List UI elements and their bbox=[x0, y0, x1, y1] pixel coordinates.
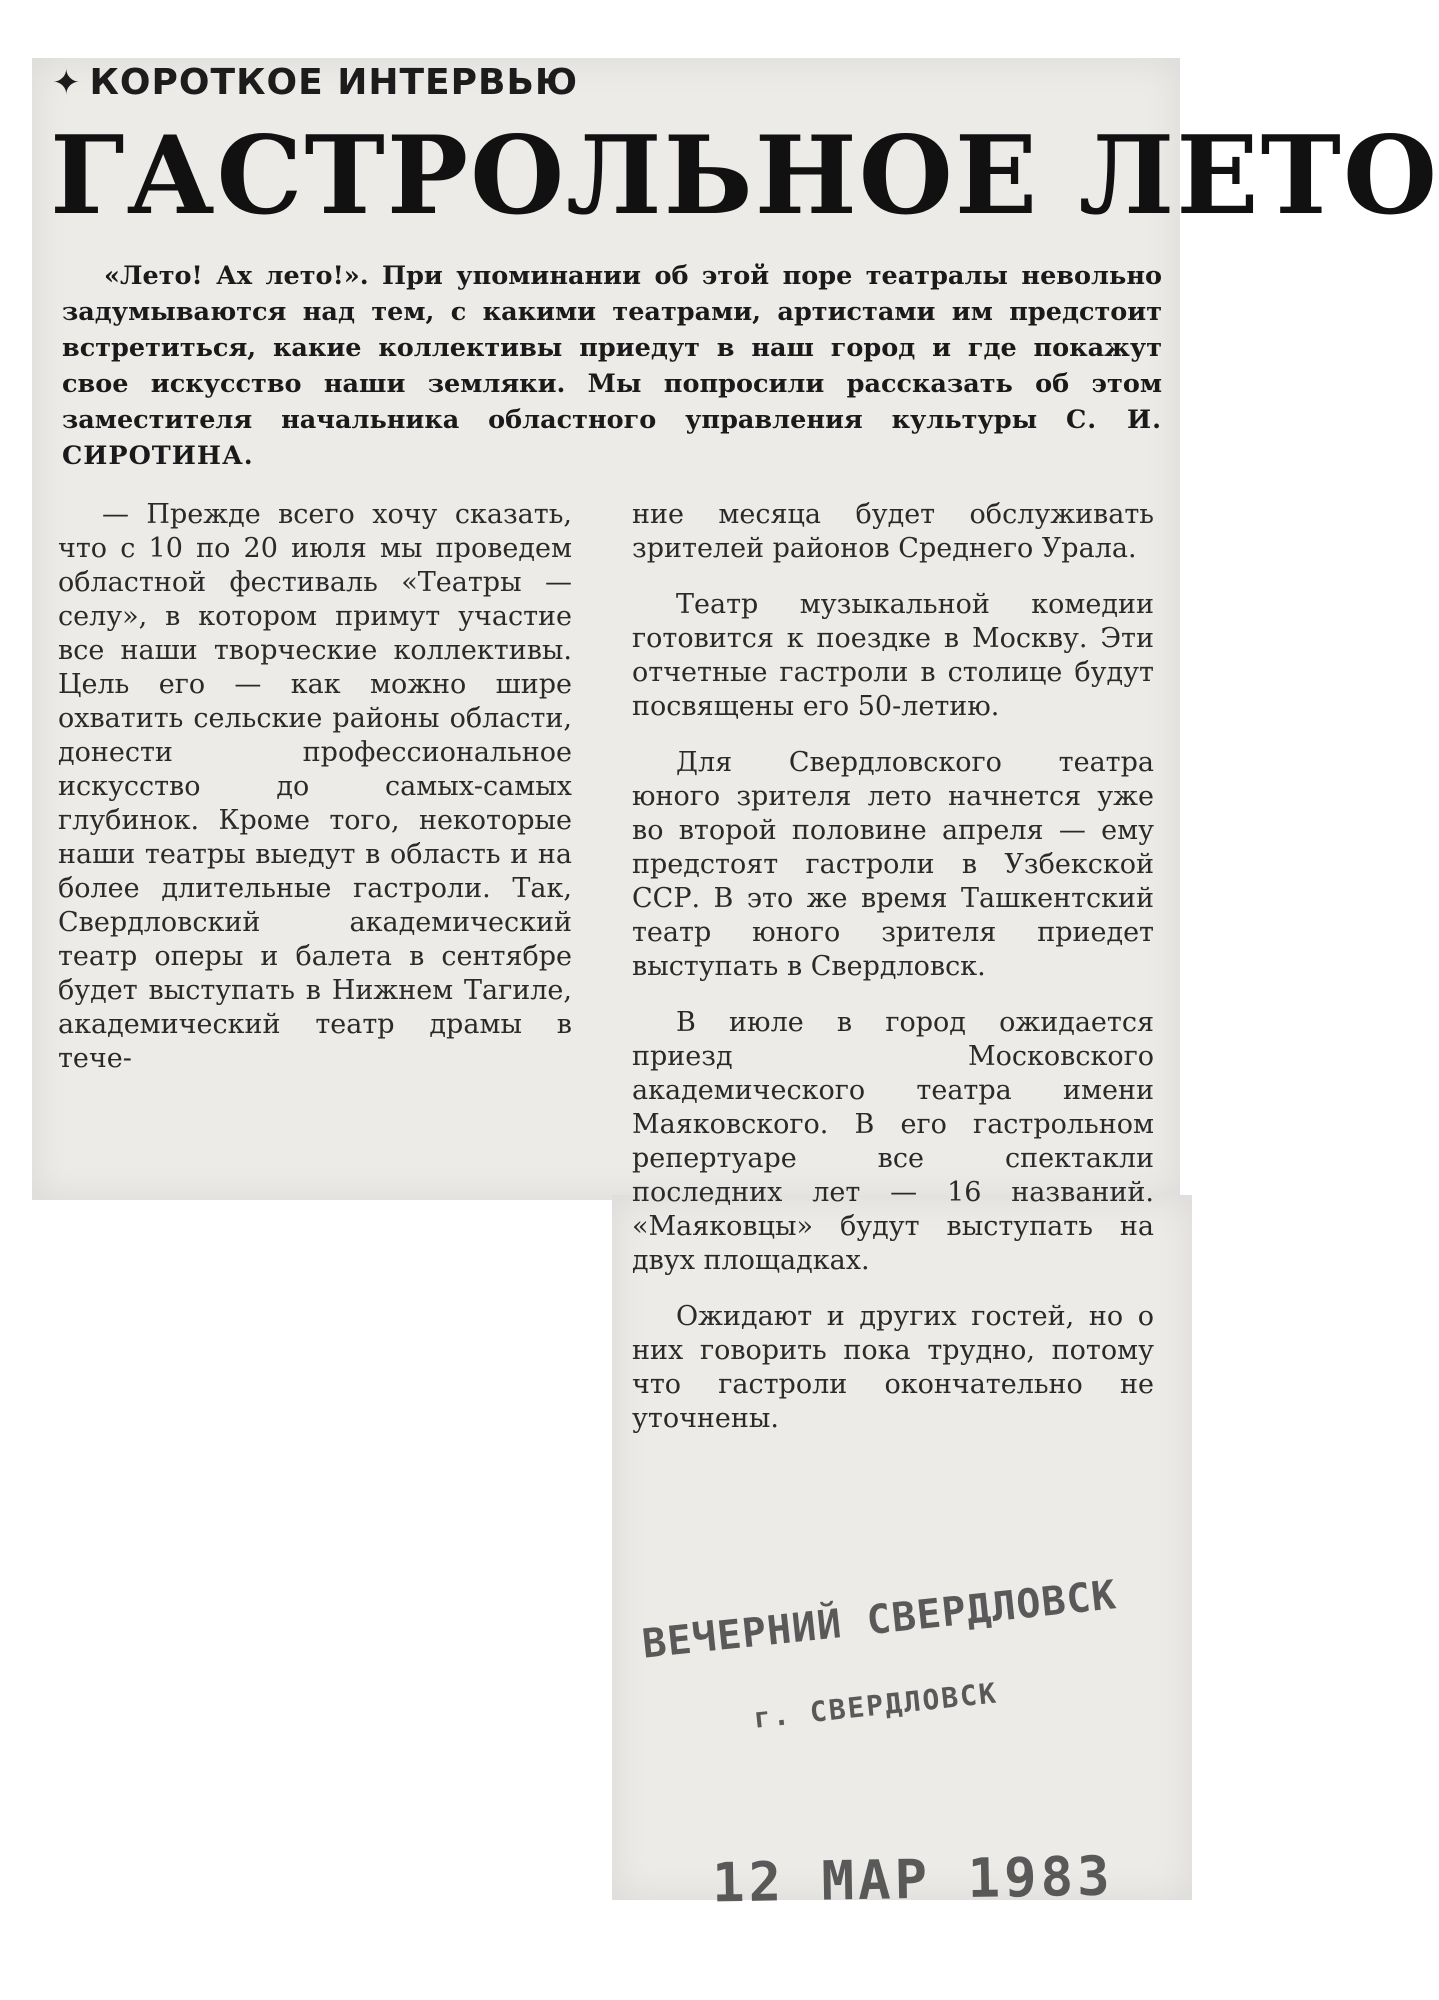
column-left bbox=[58, 498, 572, 1098]
paragraph: ние месяца будет обслуживать зрителей районов Среднего Урала. bbox=[632, 499, 1154, 564]
rubric-label: КОРОТКОЕ ИНТЕРВЬЮ bbox=[89, 62, 579, 103]
paragraph: Для Свердловского театра юного зрителя лето начнется уже во второй половине апреля — ему предстоят гастроли в Узбекской ССР. В это же время Ташкентский театр юного зрителя приедет выступать в Свердловск. bbox=[632, 747, 1154, 982]
lead-text: «Лето! Ах лето!». При упоминании об этой поре театралы невольно задумываются над тем, с какими театрами, артистами им предстоит встретиться, какие коллективы приедут в наш город и где покажут свое искусство наши земляки. Мы попросили рассказать об этом заместителя начальника областного управления культуры bbox=[62, 261, 1162, 435]
newspaper-stamp: ВЕЧЕРНИЙ СВЕРДЛОВСК bbox=[640, 1572, 1119, 1668]
paragraph: Ожидают и других гостей, но о них говорить пока трудно, потому что гастроли окончательно не уточнены. bbox=[632, 1301, 1154, 1434]
column-right bbox=[632, 498, 1154, 1458]
lead-paragraph bbox=[62, 258, 1162, 474]
paragraph: В июле в город ожидается приезд Московского академического театра имени Маяковского. В его гастрольном репертуаре все спектакли последних лет — 16 названий. «Маяковцы» будут выступать на двух площадках. bbox=[632, 1007, 1154, 1276]
paragraph: Театр музыкальной комедии готовится к поездке в Москву. Эти отчетные гастроли в столице будут посвящены его 50-летию. bbox=[632, 589, 1154, 722]
city-stamp: г. СВЕРДЛОВСК bbox=[752, 1676, 1000, 1735]
date-stamp: 12 МАР 1983 bbox=[711, 1844, 1115, 1915]
headline: ГАСТРОЛЬНОЕ ЛЕТО bbox=[50, 113, 1439, 239]
lead-author: С. И. СИРОТИНА. bbox=[62, 405, 1162, 471]
rubric bbox=[52, 62, 578, 103]
star-icon: ✦ bbox=[52, 63, 82, 103]
paragraph: — Прежде всего хочу сказать, что с 10 по 20 июля мы проведем областной фестиваль «Театры — селу», в котором примут участие все наши творческие коллективы. Цель его — как можно шире охватить сельские районы области, донести профессиональное искусство до самых-самых глубинок. Кроме того, некоторые наши театры выедут в область и на более длительные гастроли. Так, Свердловский академический театр оперы и балета в сентябре будет выступать в Нижнем Тагиле, академический театр драмы в тече- bbox=[58, 499, 572, 1074]
